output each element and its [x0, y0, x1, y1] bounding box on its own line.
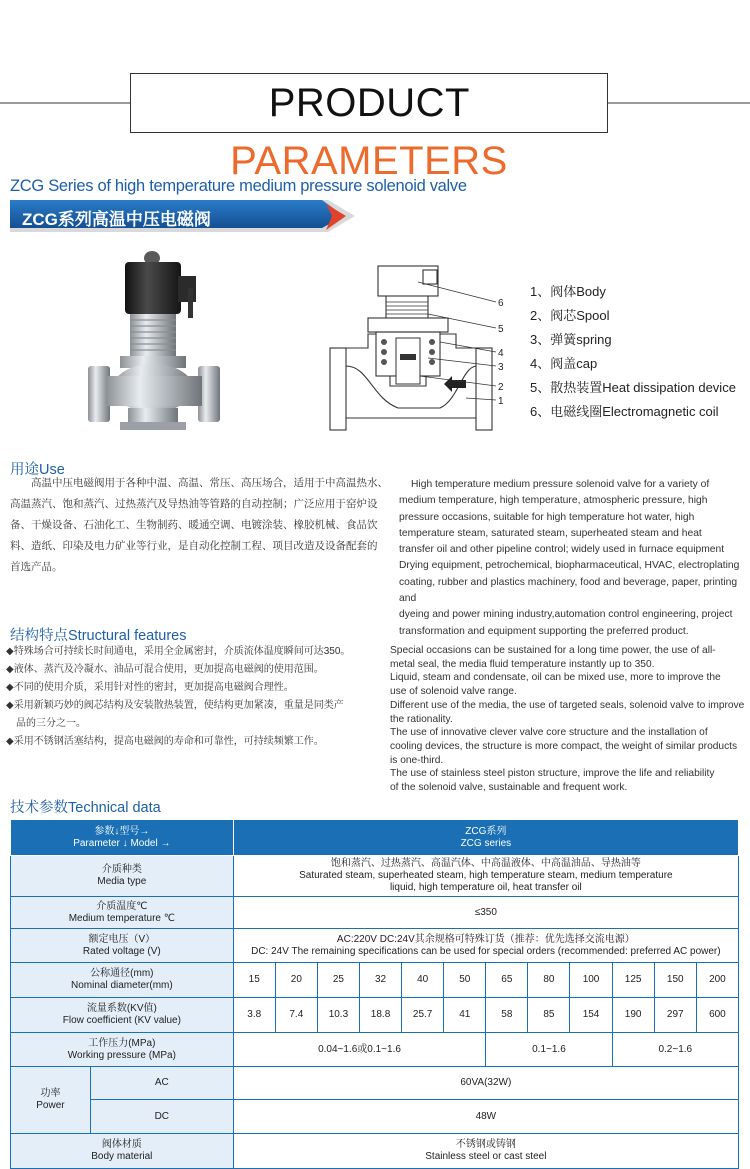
media-value: 饱和蒸汽、过热蒸汽、高温汽体、中高温液体、中高温油品、导热油等 Saturated steam, superheated steam, high temperature steam, medium temperature liquid, high temperature oil, heat transfer oil — [233, 856, 738, 897]
part-item: 3、弹簧spring — [530, 332, 612, 347]
kv-cell: 7.4 — [275, 998, 317, 1033]
use-en-line: pressure occasions, suitable for high temperature hot water, high — [399, 511, 695, 523]
kv-cell: 10.3 — [317, 998, 359, 1033]
diagram-number: 6 — [498, 298, 504, 309]
part-item: 1、阀体Body — [530, 284, 606, 299]
part-item: 2、阀芯Spool — [530, 308, 610, 323]
feature-cn-line: ◆采用不锈钢活塞结构，提高电磁阀的寿命和可靠性，可持续频繁工作。 — [6, 736, 324, 747]
feature-en-line: Different use of the media, the use of targeted seals, solenoid valve to improve — [390, 699, 745, 711]
kv-cell: 600 — [696, 998, 738, 1033]
pressure-cell: 0.04~1.6或0.1~1.6 — [233, 1033, 486, 1067]
feature-en-line: cooling devices, the structure is more compact, the weight of similar products — [390, 740, 738, 752]
kv-cell: 18.8 — [359, 998, 401, 1033]
dc-label: DC — [90, 1100, 233, 1134]
feature-en-line: use of solenoid valve range. — [390, 686, 517, 698]
use-cn-line: 高温中压电磁阀用于各种中温、高温、常压、高压场合，适用于中高温热水、 — [31, 477, 388, 489]
use-en-line: medium temperature, high temperature, atmospheric pressure, high — [399, 495, 708, 507]
diagram-number: 2 — [498, 382, 504, 393]
body-material-value: 不锈钢或铸钢 Stainless steel or cast steel — [233, 1134, 738, 1169]
dc-value: 48W — [233, 1100, 738, 1134]
power-label: 功率 Power — [11, 1067, 91, 1134]
voltage-label: 额定电压（V） Rated voltage (V) — [11, 929, 234, 963]
kv-cell: 297 — [654, 998, 696, 1033]
part-item: 4、阀盖cap — [530, 356, 598, 371]
table-row — [11, 1033, 739, 1067]
diagram-number: 5 — [498, 324, 504, 335]
dn-cell: 200 — [696, 963, 738, 998]
table-row — [11, 1134, 739, 1169]
feature-en-line: the rationality. — [390, 713, 453, 725]
ac-value: 60VA(32W) — [233, 1067, 738, 1100]
feature-en-line: is one-third. — [390, 754, 444, 766]
table-row — [11, 929, 739, 963]
use-cn-line: 高温蒸汽、饱和蒸汽、过热蒸汽及导热油等管路的自动控制；广泛应用于窑炉设 — [10, 498, 378, 510]
use-cn-line: 料、造纸、印染及电力矿业等行业，是自动化控制工程、项目改造及设备配套的 — [10, 540, 378, 552]
kv-cell: 41 — [444, 998, 486, 1033]
voltage-value: AC:220V DC:24V其余规格可特殊订货（推荐：优先选择交流电源） DC: 24V The remaining specifications can be used for special orders (recommended: preferred AC power) — [233, 929, 738, 963]
tech-heading-en: Technical data — [68, 800, 161, 816]
kv-cell: 58 — [486, 998, 528, 1033]
use-en-line: Drying equipment, petrochemical, biopharmaceutical, HVAC, electroplating — [399, 560, 740, 572]
dn-cell: 32 — [359, 963, 401, 998]
features-heading — [10, 624, 186, 645]
kv-label: 流量系数(KV值) Flow coefficient (KV value) — [11, 998, 234, 1033]
temp-label: 介质温度℃ Medium temperature ℃ — [11, 897, 234, 929]
valve-photo — [80, 248, 230, 438]
diagram-number: 1 — [498, 396, 504, 407]
ac-label: AC — [90, 1067, 233, 1100]
features-text-cn — [6, 643, 390, 751]
feature-cn-line: ◆特殊场合可持续长时间通电，采用全金属密封，介质流体温度瞬间可达350。 — [6, 646, 351, 657]
part-item: 6、电磁线圈Electromagnetic coil — [530, 404, 719, 419]
feature-en-line: The use of stainless steel piston structure, improve the life and reliability — [390, 768, 715, 780]
use-en-line: coating, rubber and plastics machinery, food and beverage, paper, printing and — [399, 576, 738, 605]
tech-heading — [10, 796, 161, 817]
table-row — [11, 856, 739, 897]
use-cn-line: 备、干燥设备、石油化工、生物制药、暖通空调、电镀涂装、橡胶机械、食品饮 — [10, 519, 378, 531]
feature-cn-line: ◆液体、蒸汽及冷凝水、油品可混合使用，更加提高电磁阀的使用范围。 — [6, 664, 324, 675]
use-heading-en: Use — [39, 462, 65, 478]
table-row — [11, 963, 739, 998]
body-material-label: 阀体材质 Body material — [11, 1134, 234, 1169]
valve-section-diagram — [328, 258, 518, 436]
media-label: 介质种类 Media type — [11, 856, 234, 897]
kv-cell: 190 — [612, 998, 654, 1033]
dn-cell: 20 — [275, 963, 317, 998]
dn-cell: 25 — [317, 963, 359, 998]
use-en-line: High temperature medium pressure solenoid valve for a variety of — [411, 479, 710, 490]
dn-cell: 125 — [612, 963, 654, 998]
temp-value: ≤350 — [233, 897, 738, 929]
feature-en-line: Liquid, steam and condensate, oil can be mixed use, more to improve the — [390, 672, 721, 684]
dn-label: 公称通径(mm) Nominal diameter(mm) — [11, 963, 234, 998]
table-row — [11, 820, 739, 856]
dn-cell: 50 — [444, 963, 486, 998]
dn-cell: 150 — [654, 963, 696, 998]
feature-cn-line: ◆不同的使用介质，采用针对性的密封，更加提高电磁阀合理性。 — [6, 682, 294, 693]
subtitle-cn: ZCG系列高温中压电磁阀 — [22, 210, 211, 229]
subtitle-en: ZCG Series of high temperature medium pressure solenoid valve — [10, 177, 467, 195]
tech-table — [10, 819, 739, 1169]
pressure-cell: 0.2~1.6 — [612, 1033, 738, 1067]
table-row — [11, 998, 739, 1033]
dn-cell: 40 — [402, 963, 444, 998]
page-title — [130, 73, 608, 183]
diagram-number: 3 — [498, 362, 504, 373]
use-en-line: temperature steam, saturated steam, superheated steam and heat — [399, 527, 702, 539]
feature-cn-line: 品的三分之一。 — [16, 718, 86, 729]
use-heading-cn: 用途 — [10, 462, 39, 478]
features-text-en — [390, 644, 748, 795]
dn-cell: 100 — [570, 963, 612, 998]
dn-cell: 65 — [486, 963, 528, 998]
use-text-en — [399, 477, 749, 640]
header-left: 参数↓型号→ Parameter ↓ Model → — [11, 820, 234, 856]
dn-cell: 80 — [528, 963, 570, 998]
feature-en-line: Special occasions can be sustained for a long time power, the use of all- — [390, 645, 716, 656]
use-en-line: dyeing and power mining industry,automation control engineering, project — [399, 609, 733, 621]
kv-cell: 25.7 — [402, 998, 444, 1033]
features-heading-cn: 结构特点 — [10, 628, 68, 644]
title-word-product: PRODUCT — [268, 81, 470, 125]
feature-en-line: metal seal, the media fluid temperature instantly up to 350. — [390, 658, 655, 670]
dn-cell: 15 — [233, 963, 275, 998]
pressure-cell: 0.1~1.6 — [486, 1033, 612, 1067]
kv-cell: 3.8 — [233, 998, 275, 1033]
feature-en-line: The use of innovative clever valve core structure and the installation of — [390, 727, 708, 739]
diagram-number: 4 — [498, 348, 504, 359]
part-item: 5、散热装置Heat dissipation device — [530, 380, 736, 395]
kv-cell: 154 — [570, 998, 612, 1033]
table-row — [11, 897, 739, 929]
use-text-cn — [10, 473, 390, 578]
pressure-label: 工作压力(MPa) Working pressure (MPa) — [11, 1033, 234, 1067]
header-right: ZCG系列 ZCG series — [233, 820, 738, 856]
features-heading-en: Structural features — [68, 628, 187, 644]
feature-cn-line: ◆采用新颖巧妙的阀芯结构及安装散热装置，使结构更加紧凑，重量是同类产 — [6, 700, 344, 711]
use-en-line: transfer oil and other pipeline control; widely used in furnace equipment — [399, 544, 725, 556]
feature-en-line: of the solenoid valve, sustainable and frequent work. — [390, 782, 628, 794]
kv-cell: 85 — [528, 998, 570, 1033]
use-en-line: transformation and equipment supporting the preferred product. — [399, 625, 689, 637]
table-row — [11, 1100, 739, 1134]
table-row — [11, 1067, 739, 1100]
tech-heading-cn: 技术参数 — [10, 800, 68, 816]
title-word-parameters: PARAMETERS — [230, 139, 508, 183]
use-cn-line: 首选产品。 — [10, 561, 63, 573]
